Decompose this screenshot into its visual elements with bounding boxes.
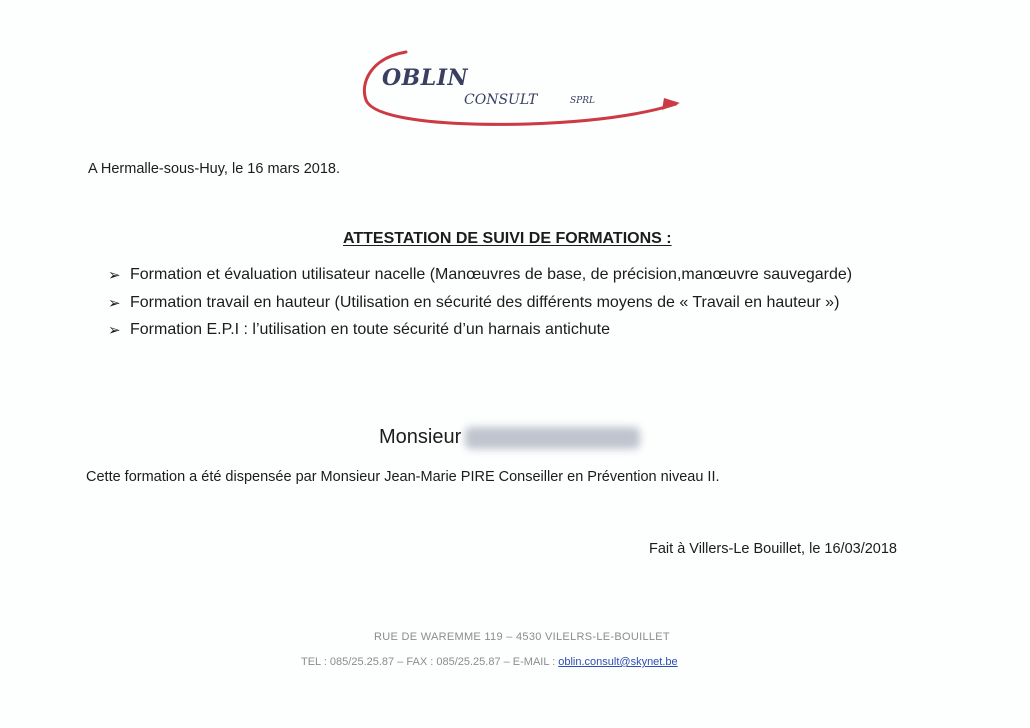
document-heading: ATTESTATION DE SUIVI DE FORMATIONS : xyxy=(343,230,672,247)
recipient-line xyxy=(379,425,640,449)
training-item-text: Formation travail en hauteur (Utilisation en sécurité des différents moyens de « Travail en hauteur ») xyxy=(130,293,840,311)
company-logo xyxy=(358,44,688,134)
trainer-statement: Cette formation a été dispensée par Monsieur Jean-Marie PIRE Conseiller en Prévention niveau II. xyxy=(86,469,720,485)
training-item-text: Formation E.P.I : l’utilisation en toute sécurité d’un harnais antichute xyxy=(130,321,610,338)
training-list xyxy=(108,266,852,349)
footer-contact-text: TEL : 085/25.25.87 – FAX : 085/25.25.87 – E-MAIL : xyxy=(301,656,559,668)
recipient-salutation: Monsieur xyxy=(379,425,462,448)
footer-contact xyxy=(301,656,678,668)
list-item xyxy=(108,266,852,294)
arrow-bullet-icon: ➢ xyxy=(108,322,121,339)
training-item-text: Formation et évaluation utilisateur nacelle (Manœuvres de base, de précision,manœuvre sauvegarde) xyxy=(130,266,853,283)
arrow-bullet-icon: ➢ xyxy=(108,267,121,284)
signature-place-date: Fait à Villers-Le Bouillet, le 16/03/2018 xyxy=(649,541,897,557)
redacted-name xyxy=(465,427,640,449)
logo-name: OBLIN xyxy=(382,65,469,91)
list-item xyxy=(108,294,852,322)
list-item xyxy=(108,321,852,349)
logo-consult: CONSULT xyxy=(464,92,538,108)
place-date: A Hermalle-sous-Huy, le 16 mars 2018. xyxy=(88,161,340,177)
email-link[interactable]: oblin.consult@skynet.be xyxy=(558,656,678,668)
logo-sprl: SPRL xyxy=(570,96,595,106)
arrow-bullet-icon: ➢ xyxy=(108,294,121,312)
footer-address: RUE DE WAREMME 119 – 4530 VILELRS-LE-BOUILLET xyxy=(374,631,670,643)
